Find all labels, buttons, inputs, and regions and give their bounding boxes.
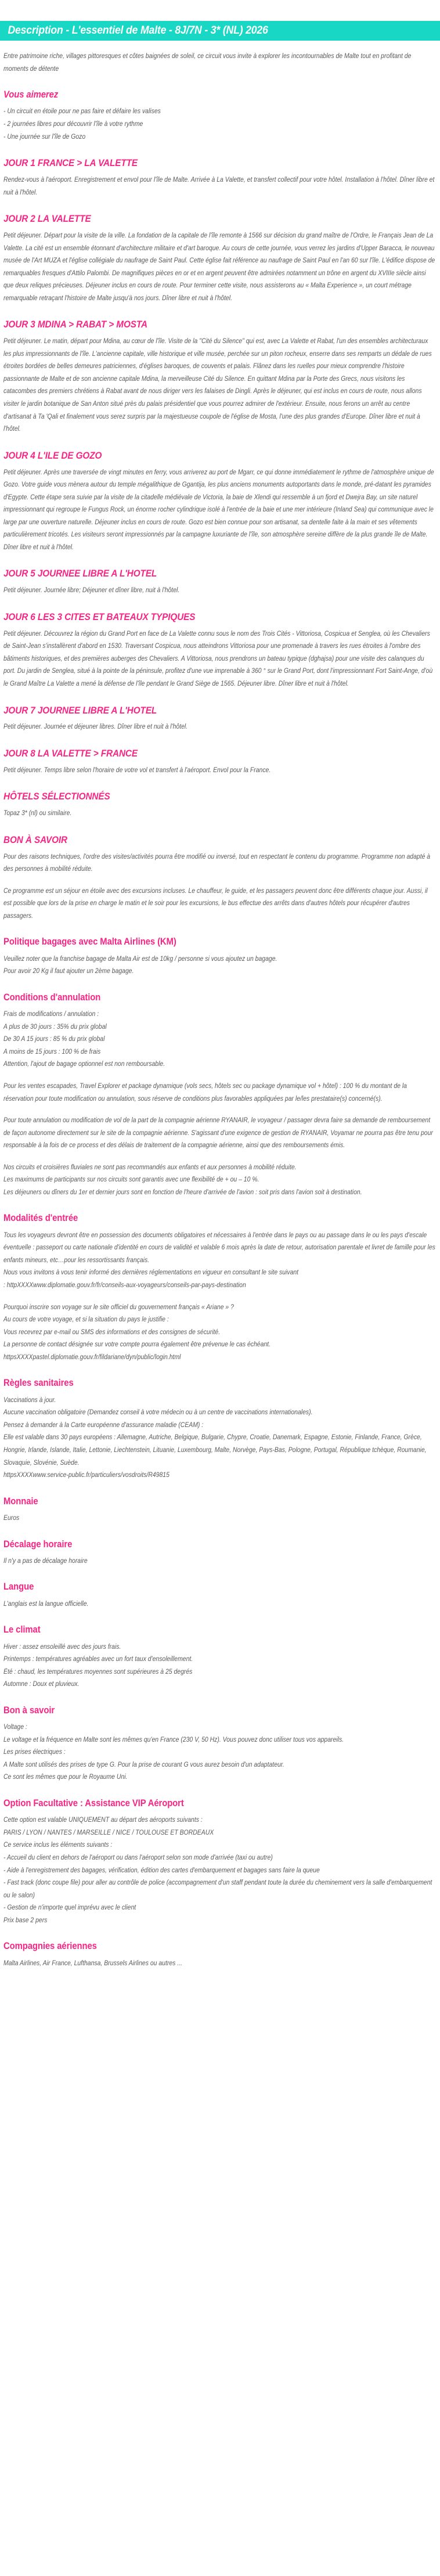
- ariane-block: [3, 1301, 437, 1364]
- prises-line: Ce sont les mêmes que pour le Royaume Uni.: [3, 1773, 128, 1781]
- section-heading-jour-3: JOUR 3 MDINA > RABAT > MOSTA: [3, 319, 147, 330]
- section-heading-bon-a-savoir-1: BON À SAVOIR: [3, 834, 67, 845]
- climat-line: Printemps : températures agréables avec un fort taux d'ensoleillement.: [3, 1655, 193, 1663]
- section-heading-modalites-entree: Modalités d'entrée: [3, 1213, 78, 1224]
- sanitaires-line: Aucune vaccination obligatoire (Demandez conseil à votre médecin ou à un centre de vaccinations internationales).: [3, 1408, 313, 1417]
- climat-line: Automne : Doux et pluvieux.: [3, 1680, 80, 1688]
- section-heading-climat: Le climat: [3, 1624, 41, 1635]
- option-vip-fast-track: - Fast track (donc coupe file) pour aller au contrôle de police (accompagnement d'un staff pendant toute la durée du cheminement vers la salle d'embarquement ou le salon): [3, 1879, 432, 1899]
- section-heading-jour-1: JOUR 1 FRANCE > LA VALETTE: [3, 157, 138, 169]
- spacer: [3, 876, 437, 885]
- jour-8-text: Petit déjeuner. Temps libre selon l'horaire de votre vol et transfert à l'aéroport. Envol pour la France.: [3, 766, 271, 774]
- section-heading-hotels: HÔTELS SÉLECTIONNÉS: [3, 791, 110, 802]
- jour-6-text: Petit déjeuner. Découvrez la région du Grand Port en face de La Valette connu sous le nom des Trois Cités - Vittoriosa, Cospicua et Senglea, où les Chevaliers de Saint-Jean s'installèrent d'abord en 1530. Traversant Cospicua, nous atteindrons Vittoriosa pour une promenade à travers les rues étroites à l'ombre des bâtiments historiques, et des premières auberges des Chevaliers. A Vittoriosa, nous prendrons un bateau typique (dghajsa) pour une visite des calanques du port. Du jardin de Senglea, situé à la pointe de la péninsule, profitez d'une vue imprenable à 360 ° sur le Grand Port, dont l'impressionnant Fort Saint-Ange, d'où le Grand Maître La Valette a mené la défense de l'île pendant le Grand Siège de 1565. Déjeuner libre. Dîner libre et nuit à l'hôtel.: [3, 629, 433, 687]
- option-vip-line: - Aide à l'enregistrement des bagages, vérification, édition des cartes d'embarquement et bagages sans faire la queue: [3, 1866, 320, 1874]
- section-heading-jour-2: JOUR 2 LA VALETTE: [3, 213, 91, 225]
- ariane-line: Au cours de votre voyage, et si la situation du pays le justifie :: [3, 1316, 169, 1324]
- sanitaires-line: Vaccinations à jour.: [3, 1396, 56, 1404]
- option-vip-airports: PARIS / LYON / NANTES / MARSEILLE / NICE / TOULOUSE ET BORDEAUX: [3, 1828, 214, 1836]
- voltage-label-block: [3, 1721, 437, 1734]
- sanitaires-line: Pensez à demander à la Carte européenne d'assurance maladie (CEAM) :: [3, 1421, 204, 1429]
- annulation-extra-lines: [3, 1161, 437, 1199]
- prises-label: Les prises électriques :: [3, 1748, 66, 1756]
- section-heading-jour-6: JOUR 6 LES 3 CITES ET BATEAUX TYPIQUES: [3, 611, 196, 622]
- spacer: [3, 1152, 437, 1161]
- spacer: [3, 1292, 437, 1301]
- section-heading-jour-5: JOUR 5 JOURNEE LIBRE A L'HOTEL: [3, 568, 157, 579]
- list-item: - Un circuit en étoile pour ne pas faire et défaire les valises: [3, 107, 161, 116]
- jour-3-text: Petit déjeuner. Le matin, départ pour Mdina, au cœur de l'île. Visite de la "Cité du Silence" qui est, avec La Valette et Rabat, l'un des ensembles architecturaux les plus impressionnants de l'île. L'ancienne capitale, ville historique et ville musée, perchée sur un piton rocheux, enserre dans ses remparts un dédale de rues étroites bordées de belles demeures patriciennes, d'églises baroques, de couvents et palais. Flânez dans les ruelles pour mieux comprendre l'histoire passionnante de Malte et de son ancienne capitale Mdina, la merveilleuse Cité du Silence. En quittant Mdina par la Porte des Grecs, nous visitons les catacombes des premiers chrétiens à Rabat avant de nous diriger vers les falaises de Dingli. Après le déjeuner, qui est inclus en cours de route, nous allons visiter le jardin botanique de San Anton situé près du palais présidentiel que vous pourrez admirer de l'extérieur. Ensuite, nous ferons un arrêt au centre d'artisanat à Ta 'Qali et finalement vous serez surpris par la majestueuse coupole de l'église de Mosta, l'une des plus grandes d'Europe. Dîner libre et nuit à l'hôtel.: [3, 337, 432, 433]
- annulation-line: Attention, l'ajout de bagage optionnel est non remboursable.: [3, 1060, 165, 1068]
- voltage-paragraph: Le voltage et la fréquence en Malte sont les mêmes qu'en France (230 V, 50 Hz). Vous pouvez donc utiliser tous vos appareils.: [3, 1735, 344, 1743]
- ceam-paragraph: Elle est valable dans 30 pays européens : Allemagne, Autriche, Belgique, Bulgarie, Chypre, Croatie, Danemark, Espagne, Estonie, Finlande, France, Grèce, Hongrie, Irlande, Islande, Italie, Lettonie, Liechtenstein, Lituanie, Luxembourg, Malte, Norvège, Pays-Bas, Pologne, Portugal, République tchèque, Roumanie, Slovaquie, Slovénie, Suède.: [3, 1433, 427, 1467]
- compagnies-text: Malta Airlines, Air France, Lufthansa, Brussels Airlines ou autres ...: [3, 1959, 182, 1967]
- option-vip-price: Prix base 2 pers: [3, 1916, 48, 1924]
- langue-text: L'anglais est la langue officielle.: [3, 1599, 89, 1608]
- option-vip-line: - Accueil du client en dehors de l'aéroport ou dans l'aéroport selon son mode d'arrivée (taxi ou autre): [3, 1853, 273, 1861]
- service-public-url: httpsXXXXwww.service-public.fr/particuliers/vosdroits/R49815: [3, 1471, 169, 1479]
- option-vip-line: - Gestion de n'importe quel imprévu avec le client: [3, 1904, 136, 1912]
- jour-2-text: Petit déjeuner. Départ pour la visite de la ville. La fondation de la capitale de l'île remonte à 1566 sur décision du grand maître de l'Ordre, le Français Jean de La Valette. La cité est un ensemble étonnant d'architecture militaire et d'art baroque. Au cours de cette journée, vous verrez les jardins d'Upper Baracca, le nouveau musée de l'Art MUZA et l'église collégiale du naufrage de Saint Paul. Cette église fait référence au naufrage de Saint Paul en l'an 60 sur l'île. L'édifice dispose de remarquables fresques d'Attilo Palombi. De magnifiques pièces en or et en argent peuvent être admirées notamment un trône en argent du XVIIIe siècle ainsi que deux reliques précieuses. Déjeuner inclus en cours de route. Pour terminer cette visite, nous assisterons au « Malta Experience », un court métrage remarquable retraçant l'histoire de Malte jusqu'à nos jours. Dîner libre et nuit à l'hôtel.: [3, 231, 435, 302]
- section-heading-langue: Langue: [3, 1581, 34, 1593]
- jour-5-text: Petit déjeuner. Journée libre; Déjeuner et dîner libre, nuit à l'hôtel.: [3, 586, 180, 595]
- option-vip-line: Ce service inclus les éléments suivants :: [3, 1841, 113, 1849]
- annulation-line: De 30 A 15 jours : 85 % du prix global: [3, 1035, 105, 1043]
- bagages-line: Pour avoir 20 Kg il faut ajouter un 2ème bagage.: [3, 967, 134, 975]
- annulation-line: A plus de 30 jours : 35% du prix global: [3, 1022, 107, 1031]
- option-vip-lines: [3, 1814, 437, 1876]
- prises-block: [3, 1746, 437, 1784]
- annulation-extra-line: Nos circuits et croisières fluviales ne sont pas recommandés aux enfants et aux personnes à mobilité réduite.: [3, 1163, 297, 1171]
- ariane-line: Pourquoi inscrire son voyage sur le site officiel du gouvernement français « Ariane » ?: [3, 1303, 234, 1311]
- annulation-paragraph-2: Pour toute annulation ou modification de vol de la part de la compagnie aérienne RYANAIR, le voyageur / passager devra faire sa demande de remboursement de façon autonome directement sur le site de la compagnie aérienne. S'agissant d'une exigence de gestion de RYANAIR, Voyamar ne pourra pas être tenu pour responsable à la fois de ce process et des délais de traitement de la compagnie aérienne, ainsi que des remboursements émis.: [3, 1116, 433, 1150]
- monnaie-text: Euros: [3, 1514, 20, 1522]
- ariane-line: Vous recevrez par e-mail ou SMS des informations et des consignes de sécurité.: [3, 1328, 221, 1336]
- hotels-text: Topaz 3* (nl) ou similaire.: [3, 809, 72, 817]
- climat-lines: [3, 1641, 437, 1691]
- jour-4-text: Petit déjeuner. Après une traversée de vingt minutes en ferry, vous arriverez au port de Mgarr, ce qui donne immédiatement le rythme de l'atmosphère unique de Gozo. Votre guide vous mènera autour du temple mégalithique de Ggantija, les plus anciens monuments autoportants dans le monde, pré-datant les pyramides d'Egypte. Cette étape sera suivie par la visite de la citadelle médiévale de Victoria, la baie de Xlendi qui ressemble à un fjord et Dwejra Bay, un site naturel impressionnant qui regroupe le Fungus Rock, un énorme rocher cylindrique isolé à l'entrée de la baie et une mer intérieure (Inland Sea) qui communique avec le large par une ouverture naturelle. Déjeuner inclus en cours de route. Gozo est bien connue pour son artisanat, sa dentelle faite à la main et ses vêtements particulièrement tricotés. Les visiteurs seront impressionnés par la campagne luxuriante de l'île, son atmosphère sereine diffère de la plus grande île de Malte. Dîner libre et nuit à l'hôtel.: [3, 468, 434, 551]
- prises-line: A Malte sont utilisés des prises de type G. Pour la prise de courant G vous aurez besoin d'un adaptateur.: [3, 1760, 284, 1768]
- spacer: [3, 1105, 437, 1114]
- section-heading-jour-7: JOUR 7 JOURNEE LIBRE A L'HOTEL: [3, 704, 157, 716]
- modalites-paragraph-1: Tous les voyageurs devront être en possession des documents obligatoires et nécessaires à l'entrée dans le pays ou au passage dans le ou les pays d'escale éventuelle : passeport ou carte nationale d'identité en cours de validité et valable 6 mois après la date de retour, autorisation parentale et livret de famille pour les enfants mineurs, etc…pour les ressortissants français.: [3, 1231, 435, 1264]
- diplomatie-url: : httpXXXXwww.diplomatie.gouv.fr/fr/conseils-aux-voyageurs/conseils-par-pays-destination: [3, 1281, 246, 1289]
- politique-bagages-lines: [3, 953, 437, 978]
- bon-a-savoir-1-paragraph-1: Pour des raisons techniques, l'ordre des visites/activités pourra être modifié ou inversé, tout en respectant le contenu du programme. Programme non adapté à des personnes à mobilité réduite.: [3, 852, 431, 873]
- annulation-paragraph-1: Pour les ventes escapades, Travel Explorer et package dynamique (vols secs, hôtels sec ou package dynamique vol + hôtel) : 100 % du montant de la réservation pour toute modification ou annulation, sous réserve de conditions plus favorables appliquées par le/les prestataire(s) concerné(s).: [3, 1082, 407, 1103]
- annulation-line: A moins de 15 jours : 100 % de frais: [3, 1047, 101, 1055]
- list-item: - Une journée sur l'île de Gozo: [3, 132, 86, 140]
- section-heading-jour-4: JOUR 4 L'ILE DE GOZO: [3, 449, 102, 461]
- annulation-extra-line: Les déjeuners ou dîners du 1er et dernier jours sont en fonction de l'heure d'arrivée de l'avion : soit pris dans l'avion soit à destination.: [3, 1188, 362, 1196]
- section-heading-monnaie: Monnaie: [3, 1496, 38, 1507]
- section-heading-option-vip: Option Facultative : Assistance VIP Aéroport: [3, 1797, 184, 1808]
- list-item: - 2 journées libres pour découvrir l'île à votre rythme: [3, 120, 143, 128]
- sanitaires-lines: [3, 1394, 437, 1432]
- section-heading-regles-sanitaires: Règles sanitaires: [3, 1378, 74, 1389]
- vous-aimerez-list: [3, 105, 437, 143]
- modalites-invite-line: Nous vous invitons à vous tenir informé des dernières réglementations en vigueur en consultant le site suivant: [3, 1269, 299, 1277]
- intro-paragraph: Entre patrimoine riche, villages pittoresques et côtes baignées de soleil, ce circuit vous invite à explorer les incontournables de Malte tout en profitant de moments de détente: [3, 52, 412, 73]
- annulation-line: Frais de modifications / annulation :: [3, 1010, 99, 1018]
- option-vip-line: Cette option est valable UNIQUEMENT au départ des aéroports suivants :: [3, 1816, 203, 1824]
- voltage-label: Voltage :: [3, 1723, 27, 1731]
- section-heading-conditions-annulation: Conditions d'annulation: [3, 992, 101, 1003]
- section-heading-compagnies-aeriennes: Compagnies aériennes: [3, 1941, 97, 1952]
- title-banner: [0, 21, 440, 41]
- section-heading-bon-a-savoir-2: Bon à savoir: [3, 1705, 55, 1716]
- section-heading-politique-bagages: Politique bagages avec Malta Airlines (KM): [3, 936, 176, 947]
- climat-line: Hiver : assez ensoleillé avec des jours frais.: [3, 1642, 121, 1651]
- option-vip-end-lines: [3, 1901, 437, 1926]
- ariane-url: httpsXXXXpastel.diplomatie.gouv.fr/fildariane/dyn/public/login.html: [3, 1353, 181, 1361]
- decalage-text: Il n'y a pas de décalage horaire: [3, 1557, 88, 1565]
- section-heading-vous-aimerez: Vous aimerez: [3, 89, 59, 100]
- sanitaires-url-block: [3, 1469, 437, 1482]
- ariane-line: La personne de contact désignée sur votre compte pourra également être prévenue le cas échéant.: [3, 1341, 271, 1349]
- spacer: [3, 1071, 437, 1080]
- top-spacer: [3, 0, 437, 21]
- modalites-links: [3, 1266, 437, 1291]
- jour-7-text: Petit déjeuner. Journée et déjeuner libres. Dîner libre et nuit à l'hôtel.: [3, 723, 188, 731]
- climat-line: Été : chaud, les températures moyennes sont supérieures à 25 degrés: [3, 1667, 193, 1676]
- section-heading-decalage-horaire: Décalage horaire: [3, 1539, 73, 1550]
- bon-a-savoir-1-paragraph-2: Ce programme est un séjour en étoile avec des excursions incluses. Le chauffeur, le guide, et les passagers peuvent donc être différents chaque jour. Aussi, il est possible que lors de la prise en charge le matin et le soir pour les excursions, le bus effectue des arrêts dans d'autres hôtels pour récupérer d'autres passagers.: [3, 887, 428, 920]
- annulation-fee-lines: [3, 1008, 437, 1071]
- bagages-line: Veuillez noter que la franchise bagage de Malta Air est de 10kg / personne si vous ajoutez un bagage.: [3, 954, 277, 963]
- annulation-extra-line: Les maximums de participants sur nos circuits sont garantis avec une flexibilité de + ou – 10 %.: [3, 1176, 259, 1184]
- spacer: [3, 41, 437, 50]
- page-title: Description - L'essentiel de Malte - 8J/7N - 3* (NL) 2026: [3, 21, 437, 41]
- jour-1-text: Rendez-vous à l'aéroport. Enregistrement et envol pour l'île de Malte. Arrivée à La Valette, et transfert collectif pour votre hôtel. Installation à l'hôtel. Dîner libre et nuit à l'hôtel.: [3, 175, 435, 196]
- section-heading-jour-8: JOUR 8 LA VALETTE > FRANCE: [3, 747, 138, 759]
